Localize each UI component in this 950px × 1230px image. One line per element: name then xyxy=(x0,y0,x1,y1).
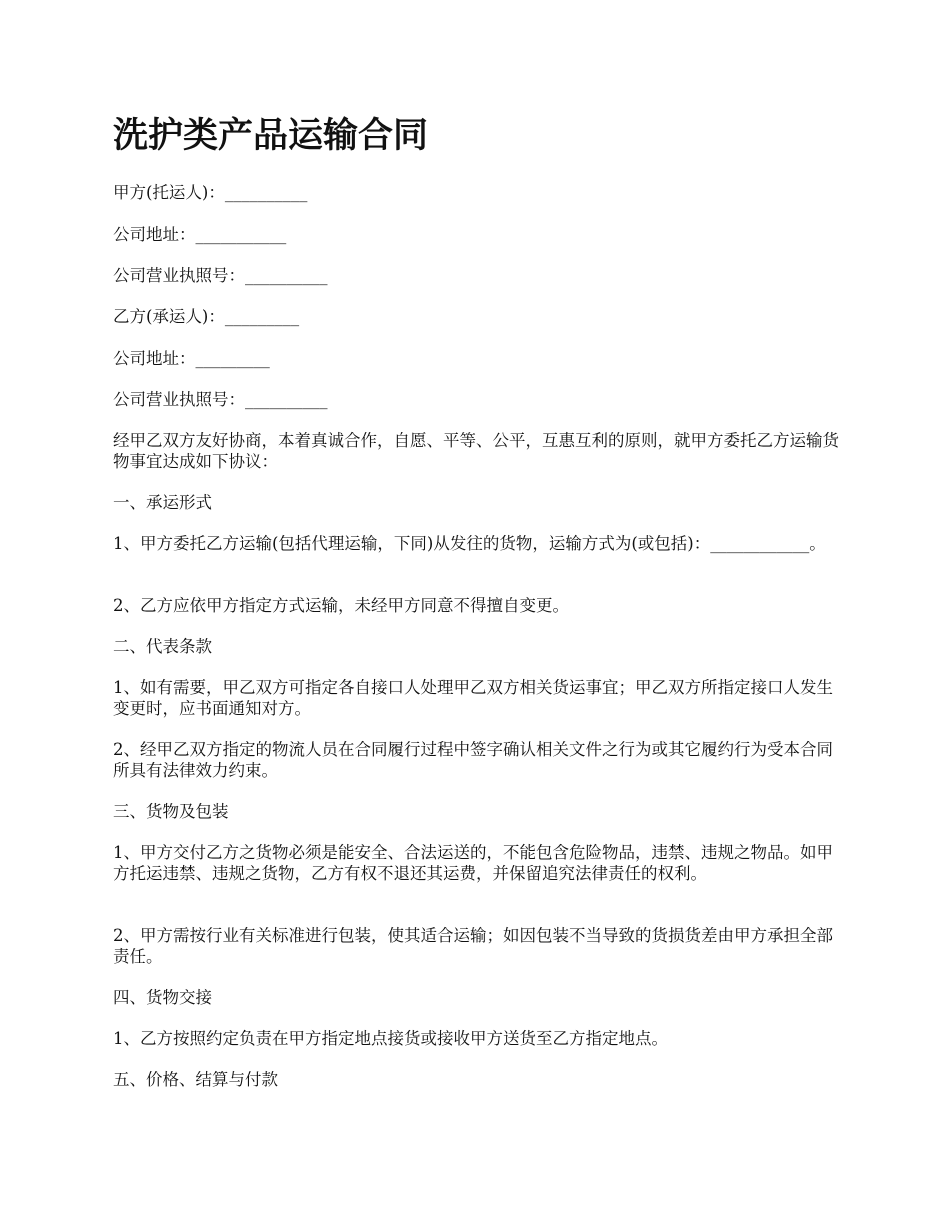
party-b-license-line: 公司营业执照号：__________ xyxy=(113,390,328,409)
section-5-heading: 五、价格、结算与付款 xyxy=(113,1070,278,1089)
section-1-item-1: 1、甲方委托乙方运输(包括代理运输，下同)从发往的货物，运输方式为(或包括)：____________。 xyxy=(113,534,826,553)
party-a-line: 甲方(托运人)：__________ xyxy=(113,183,308,202)
section-1-item-2: 2、乙方应依甲方指定方式运输，未经甲方同意不得擅自变更。 xyxy=(113,596,569,615)
section-3-item-2: 2、甲方需按行业有关标准进行包装，使其适合运输；如因包装不当导致的货损货差由甲方承担全部责任。 xyxy=(113,926,833,966)
section-4-item-1: 1、乙方按照约定负责在甲方指定地点接货或接收甲方送货至乙方指定地点。 xyxy=(113,1029,668,1048)
preamble-paragraph: 经甲乙双方友好协商，本着真诚合作，自愿、平等、公平，互惠互利的原则，就甲方委托乙方运输货物事宜达成如下协议： xyxy=(113,431,839,471)
section-2-item-2: 2、经甲乙双方指定的物流人员在合同履行过程中签字确认相关文件之行为或其它履约行为受本合同所具有法律效力约束。 xyxy=(113,740,833,780)
section-4-heading: 四、货物交接 xyxy=(113,988,212,1007)
party-b-line: 乙方(承运人)：_________ xyxy=(113,307,300,326)
section-2-heading: 二、代表条款 xyxy=(113,637,212,656)
party-a-license-line: 公司营业执照号：__________ xyxy=(113,266,328,285)
party-b-address-line: 公司地址：_________ xyxy=(113,349,270,368)
party-a-address-line: 公司地址：___________ xyxy=(113,225,287,244)
section-3-item-1: 1、甲方交付乙方之货物必须是能安全、合法运送的，不能包含危险物品，违禁、违规之物品。如甲方托运违禁、违规之货物，乙方有权不退还其运费，并保留追究法律责任的权利。 xyxy=(113,843,833,883)
section-3-heading: 三、货物及包装 xyxy=(113,802,229,821)
section-1-heading: 一、承运形式 xyxy=(113,493,212,512)
document-title: 洗护类产品运输合同 xyxy=(113,116,429,156)
section-2-item-1: 1、如有需要，甲乙双方可指定各自接口人处理甲乙双方相关货运事宜；甲乙双方所指定接口人发生变更时，应书面通知对方。 xyxy=(113,678,833,718)
